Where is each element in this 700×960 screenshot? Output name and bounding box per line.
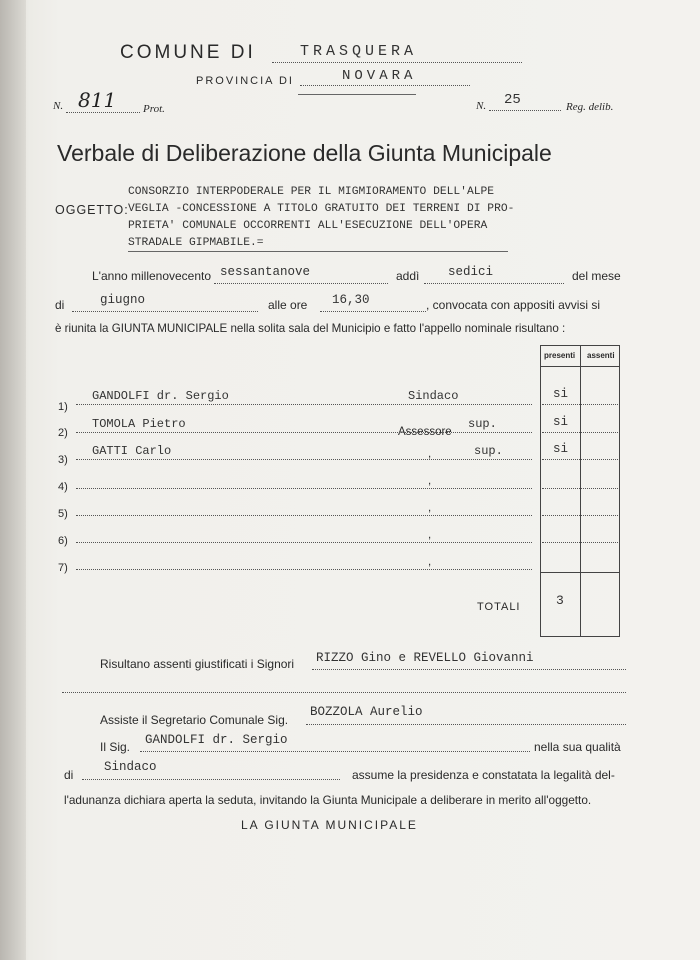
presente-mark: si <box>553 442 569 456</box>
ditto-mark: , <box>428 448 432 460</box>
row-number: 6) <box>58 535 68 547</box>
row-number: 1) <box>58 401 68 413</box>
comune-label: COMUNE DI <box>120 42 256 63</box>
segretario-value: BOZZOLA Aurelio <box>310 705 423 719</box>
delib-underline <box>489 110 561 111</box>
addi-label: addì <box>396 269 420 283</box>
ditto-mark: , <box>428 475 432 487</box>
ore-value: 16,30 <box>332 293 370 307</box>
prot-n-label: N. <box>53 100 64 112</box>
qualita-value: Sindaco <box>104 760 157 774</box>
member-role: Assessore <box>398 426 452 438</box>
presenti-header: presenti <box>544 351 576 360</box>
month-value: giugno <box>100 293 146 307</box>
oggetto-line-2: VEGLIA -CONCESSIONE A TITOLO GRATUITO DEI TERRENI DI PRO- <box>128 203 515 215</box>
totali-presenti: 3 <box>556 593 564 608</box>
row-number: 5) <box>58 508 68 520</box>
document-title: Verbale di Deliberazione della Giunta Municipale <box>57 140 552 166</box>
anno-underline <box>214 283 388 284</box>
row-underline <box>76 432 532 433</box>
delib-n-label: N. <box>476 100 487 112</box>
di-label: di <box>55 298 65 312</box>
ore-underline <box>320 311 426 312</box>
oggetto-rule <box>128 251 508 252</box>
day-underline <box>424 283 564 284</box>
ore-label: alle ore <box>268 298 308 312</box>
presidenza-line-2: l'adunanza dichiara aperta la seduta, invitando la Giunta Municipale a deliberare in merito all'oggetto. <box>64 793 592 807</box>
presence-row-line <box>542 459 618 460</box>
segretario-underline <box>306 724 626 725</box>
row-underline <box>76 515 532 516</box>
comune-underline <box>272 62 522 63</box>
presente-mark: si <box>553 415 569 429</box>
oggetto-line-1: CONSORZIO INTERPODERALE PER IL MIGMIORAMENTO DELL'ALPE <box>128 186 495 198</box>
ditto-mark: , <box>428 556 432 568</box>
sig-underline <box>140 751 530 752</box>
presence-row-line <box>542 404 618 405</box>
convocata-text: , convocata con appositi avvisi si <box>426 298 601 312</box>
member-role-value: sup. <box>474 444 503 458</box>
member-role-value: sup. <box>468 417 497 431</box>
ditto-mark: , <box>428 529 432 541</box>
qualita-label: nella sua qualità <box>534 740 621 754</box>
assenti-label: Risultano assenti giustificati i Signori <box>100 657 295 671</box>
oggetto-line-4: STRADALE GIPMABILE.= <box>128 237 264 249</box>
qualita-di-label: di <box>64 768 74 782</box>
comune-value: TRASQUERA <box>300 43 418 60</box>
presence-row-line <box>542 542 618 543</box>
assenti-extra-line <box>62 692 626 693</box>
mese-label: del mese <box>572 269 621 283</box>
member-role: Sindaco <box>408 389 459 403</box>
presence-divider <box>580 345 581 637</box>
row-number: 7) <box>58 562 68 574</box>
row-number: 3) <box>58 454 68 466</box>
sig-label: Il Sig. <box>100 740 131 754</box>
prot-number: 811 <box>78 88 117 112</box>
presence-total-rule <box>540 572 620 573</box>
oggetto-line-3: PRIETA' COMUNALE OCCORRENTI ALL'ESECUZIONE DELL'OPERA <box>128 220 488 232</box>
intro-line-3: è riunita la GIUNTA MUNICIPALE nella solita sala del Municipio e fatto l'appello nominale risultano : <box>55 322 566 335</box>
presence-row-line <box>542 488 618 489</box>
row-underline <box>76 459 532 460</box>
row-number: 2) <box>58 427 68 439</box>
assume-text: assume la presidenza e constatata la legalità del- <box>352 768 615 782</box>
row-underline <box>76 404 532 405</box>
member-name: GANDOLFI dr. Sergio <box>92 389 229 403</box>
delib-number: 25 <box>504 92 521 108</box>
prot-underline <box>66 112 140 113</box>
presence-row-line <box>542 515 618 516</box>
ditto-mark: , <box>428 502 432 514</box>
row-underline <box>76 488 532 489</box>
presence-row-line <box>542 432 618 433</box>
oggetto-label: OGGETTO: <box>55 203 129 217</box>
assenti-header: assenti <box>587 351 615 360</box>
anno-value: sessantanove <box>220 265 311 279</box>
totali-label: TOTALI <box>477 601 521 613</box>
provincia-underline <box>300 85 470 86</box>
month-underline <box>72 311 258 312</box>
assenti-value: RIZZO Gino e REVELLO Giovanni <box>316 651 534 665</box>
delib-label: Reg. delib. <box>566 101 614 113</box>
row-underline <box>76 569 532 570</box>
provincia-label: PROVINCIA DI <box>196 75 294 87</box>
row-number: 4) <box>58 481 68 493</box>
anno-prefix: L'anno millenovecento <box>92 269 212 283</box>
segretario-label: Assiste il Segretario Comunale Sig. <box>100 713 289 727</box>
scan-edge <box>0 0 26 960</box>
provincia-value: NOVARA <box>342 68 417 84</box>
member-name: GATTI Carlo <box>92 444 172 458</box>
member-name: TOMOLA Pietro <box>92 417 186 431</box>
qualita-underline <box>82 779 340 780</box>
sig-value: GANDOLFI dr. Sergio <box>145 733 288 747</box>
row-underline <box>76 542 532 543</box>
day-value: sedici <box>448 265 494 279</box>
assenti-underline <box>312 669 626 670</box>
provincia-rule <box>298 94 416 95</box>
giunta-heading: LA GIUNTA MUNICIPALE <box>241 818 418 832</box>
prot-label: Prot. <box>143 103 165 115</box>
presence-header-rule <box>540 366 620 367</box>
presente-mark: si <box>553 387 569 401</box>
